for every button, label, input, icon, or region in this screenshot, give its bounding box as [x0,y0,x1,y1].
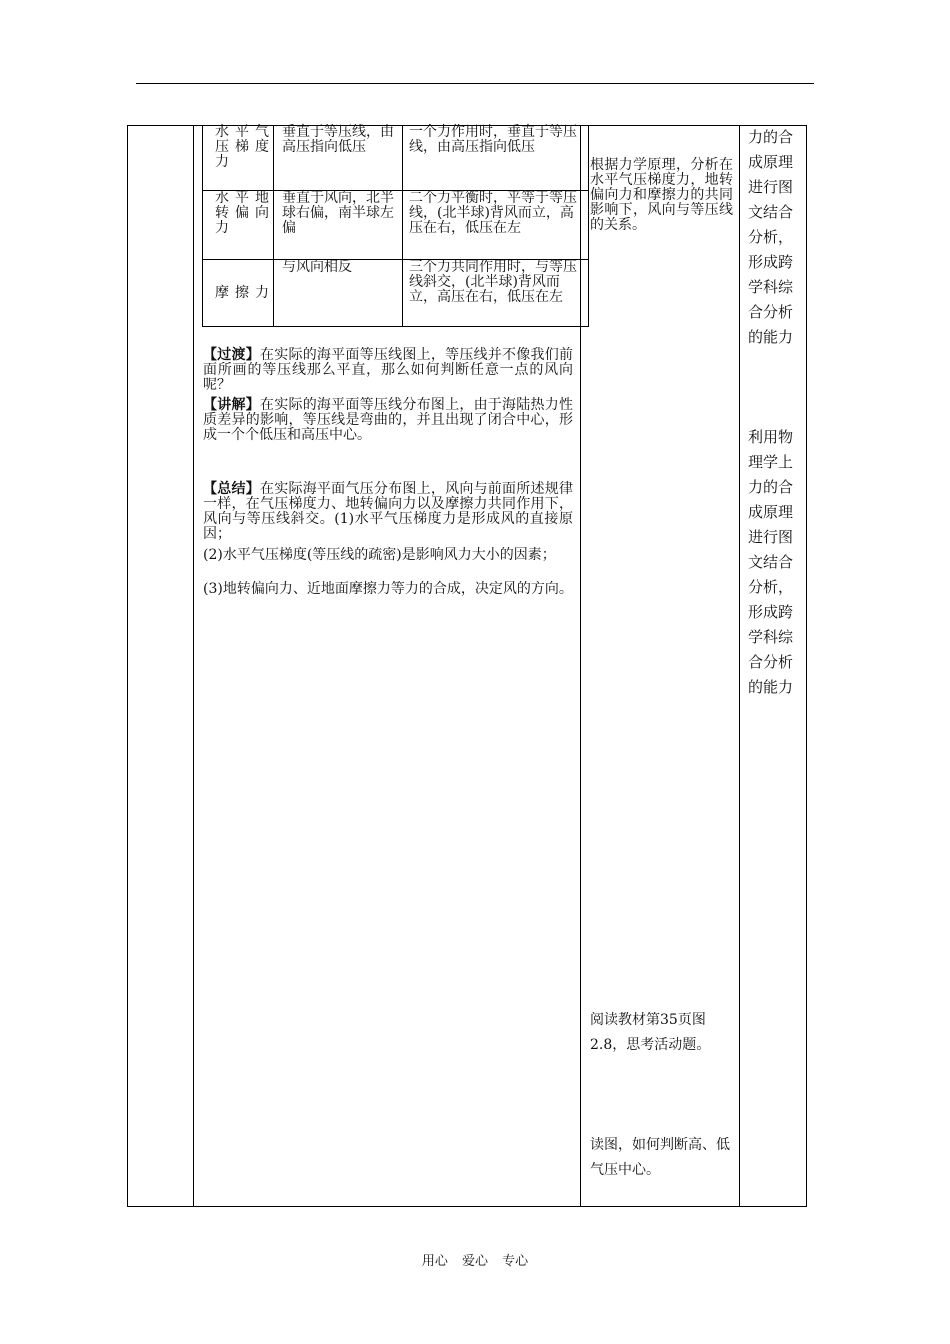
summary-text: 在实际海平面气压分布图上，风向与前面所述规律一样，在气压梯度力、地转偏向力以及摩擦力共同作用下，风向与等压线斜交。(1)水平气压梯度力是形成风的直接原因； [203,481,574,542]
transition-text: 在实际的海平面等压线图上，等压线并不像我们前面所画的等压线那么平直，那么如何判断任意一点的风向呢？ [203,347,574,393]
force-name-cell: 水平气压梯度力 [203,125,274,191]
design-intent-text-1: 力的合成原理进行图文结合分析，形成跨学科综合分析的能力 [748,128,794,346]
force-direction-cell: 垂直于等压线，由高压指向低压 [274,125,403,191]
summary-item-3: (3)地转偏向力、近地面摩擦力等力的合成，决定风的方向。 [203,581,573,597]
force-direction-cell: 与风向相反 [274,260,403,327]
table-row [203,191,589,260]
summary-label: 【总结】 [203,481,260,497]
force-comparison-table [202,125,589,327]
design-intent-text-2: 利用物理学上力的合成原理进行图文结合分析，形成跨学科综合分析的能力 [748,428,794,696]
force-name-cell: 水平地转偏向力 [203,191,274,260]
summary-item-2: (2)水平气压梯度(等压线的疏密)是影响风力大小的因素； [203,547,556,563]
explain-paragraph [203,398,573,443]
column-divider-3 [739,125,740,1207]
student-reading-text: 阅读教材第35页图2.8，思考活动题。 [590,1012,711,1053]
summary-paragraph [203,482,573,542]
explain-label: 【讲解】 [203,397,260,413]
table-row [203,125,589,191]
table-row [203,260,589,327]
transition-paragraph [203,348,573,393]
force-effect-cell: 二个力平衡时，平等于等压线，(北半球)背风而立，高压在右，低压在左 [403,191,589,260]
force-direction-cell: 垂直于风向，北半球右偏，南半球左偏 [274,191,403,260]
force-name-cell: 摩擦力 [203,260,274,327]
force-effect-cell: 一个力作用时，垂直于等压线，由高压指向低压 [403,125,589,191]
column-divider-1 [193,125,194,1207]
force-effect-cell: 三个力共同作用时，与等压线斜交，(北半球)背风而立，高压在右，低压在左 [403,260,589,327]
explain-text: 在实际的海平面等压线分布图上，由于海陆热力性质差异的影响，等压线是弯曲的，并且出现了闭合中心，形成一个个低压和高压中心。 [203,397,574,443]
student-map-reading-text: 读图，如何判断高、低气压中心。 [590,1137,730,1178]
transition-label: 【过渡】 [203,347,260,363]
page-footer: 用心 爱心 专心 [421,1254,529,1269]
header-rule [136,83,814,84]
student-analysis-text: 根据力学原理，分析在水平气压梯度力，地转偏向力和摩擦力的共同影响下，风向与等压线的关系。 [590,157,733,233]
